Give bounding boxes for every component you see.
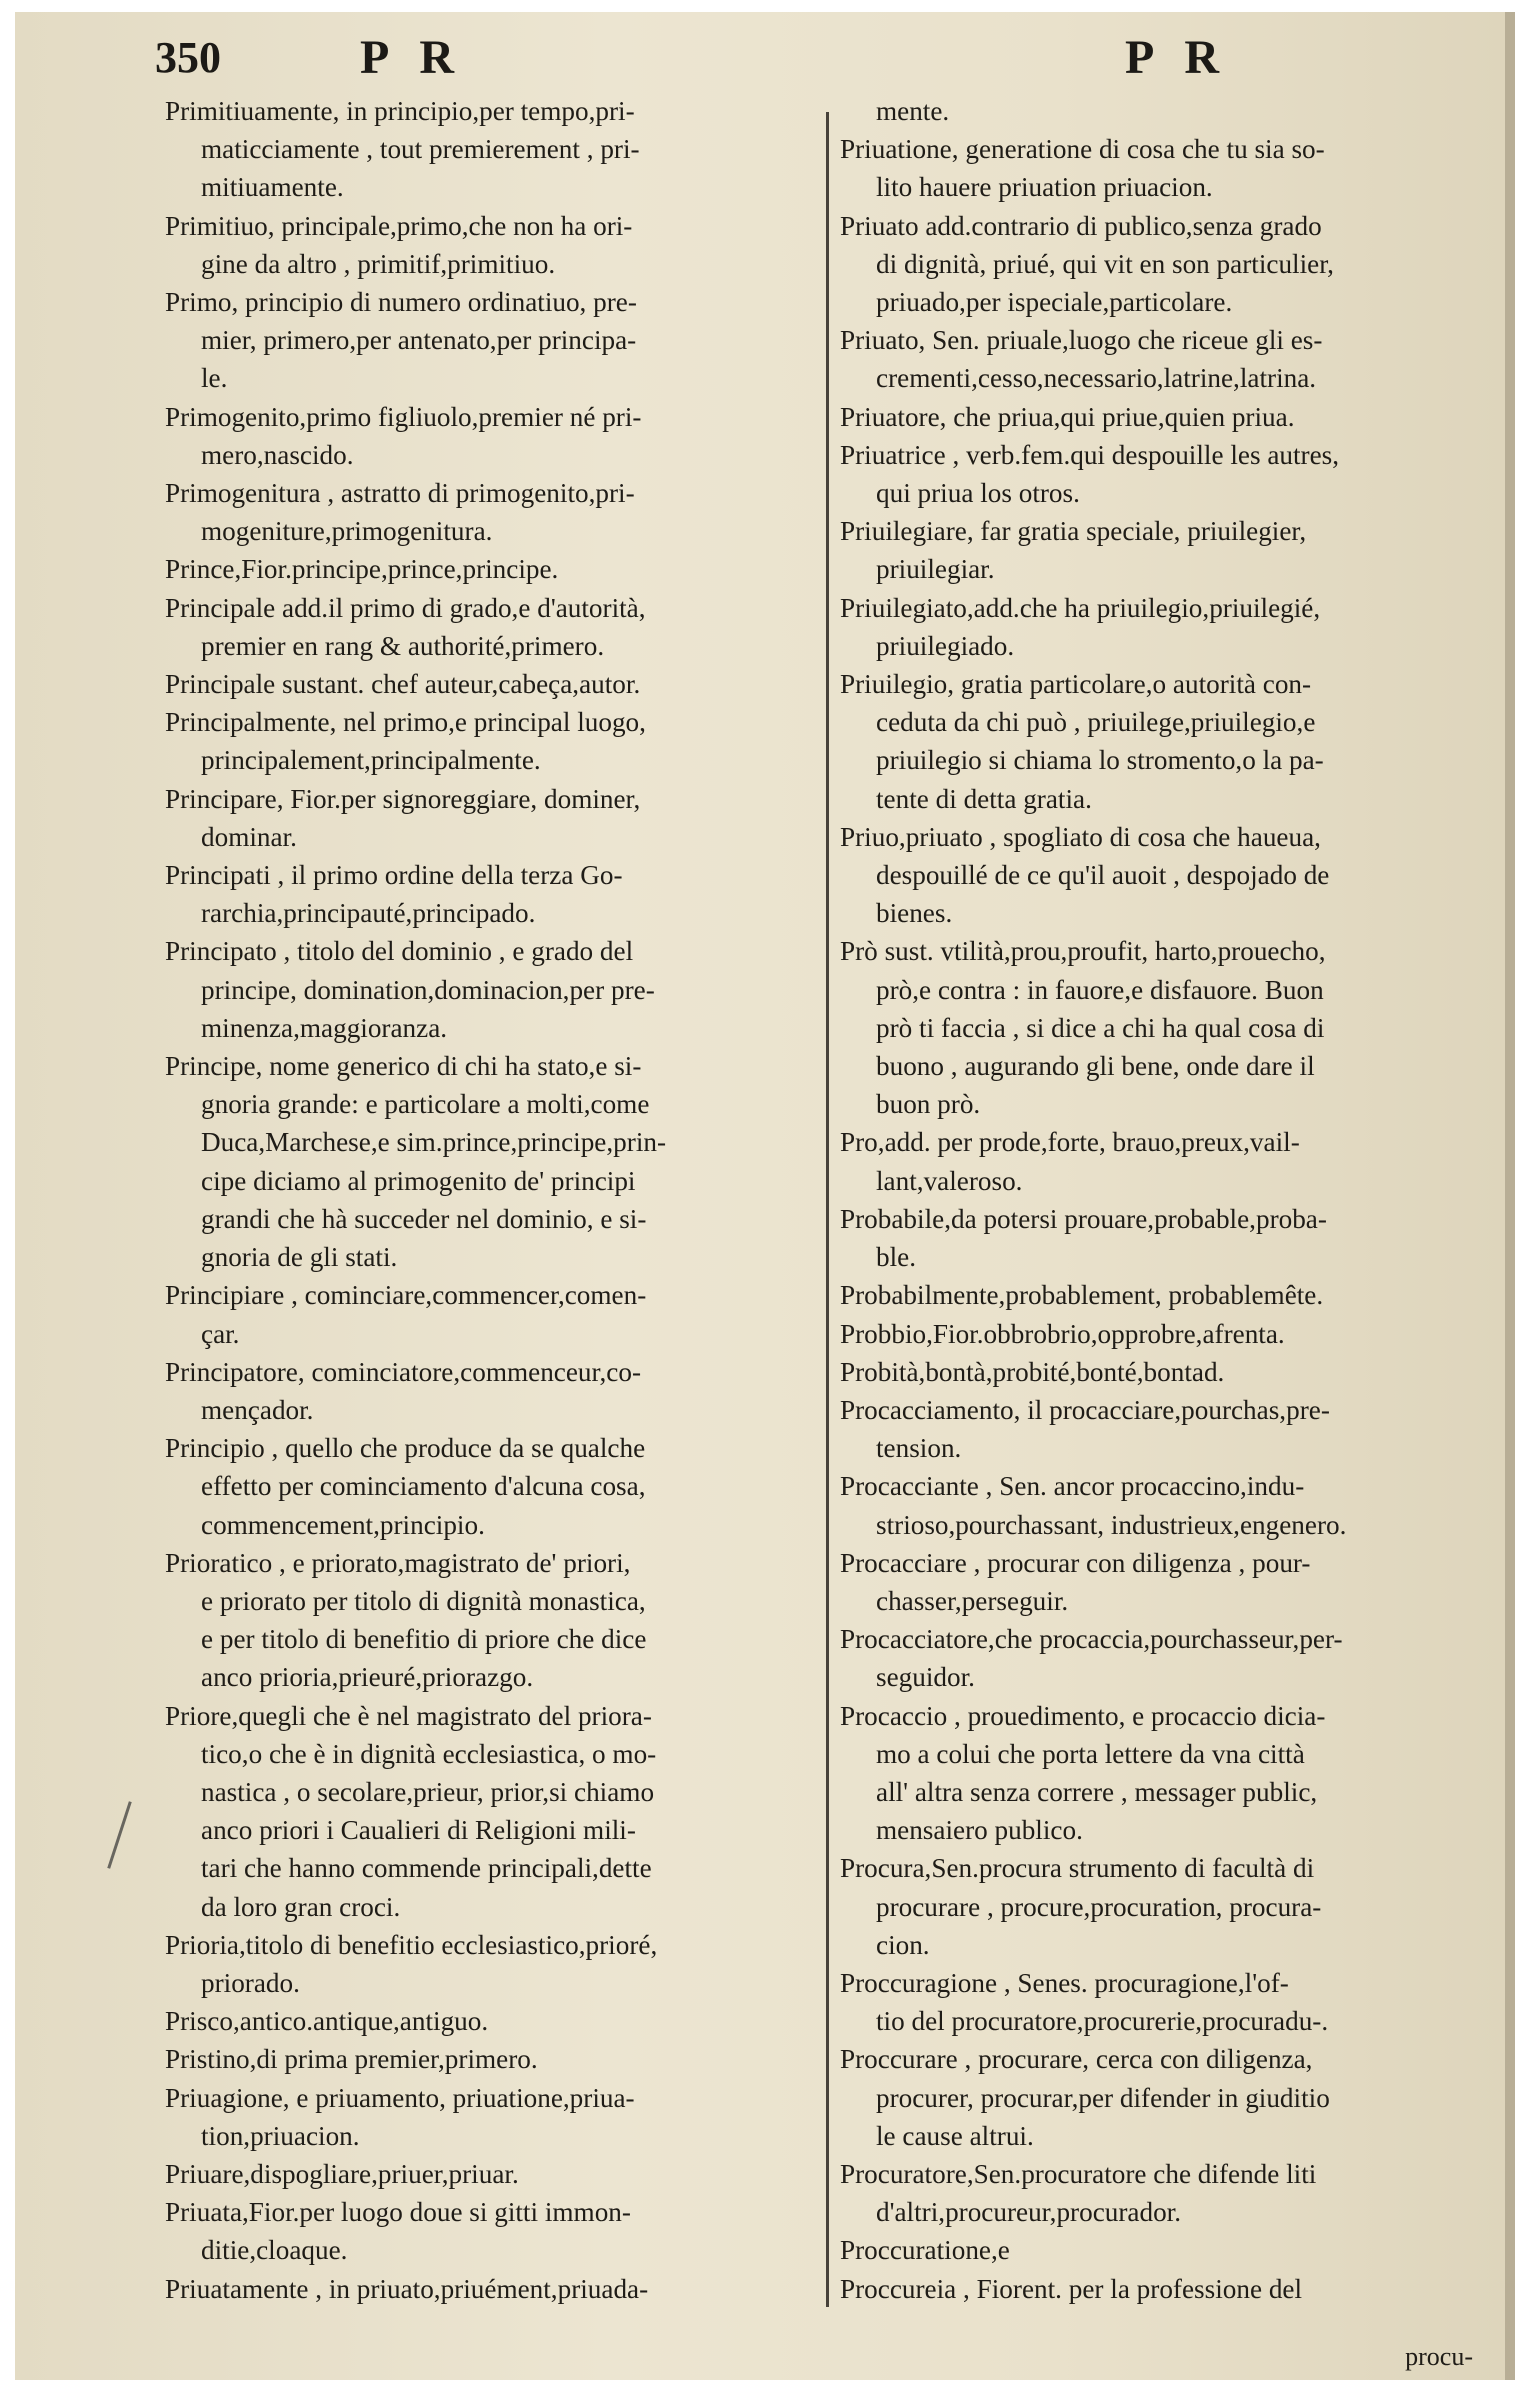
dictionary-entry: mente. [876,96,950,126]
dictionary-entry: Probbio,Fior.obbrobrio,opprobre,afrenta. [840,1318,1285,1349]
dictionary-entry: Priuo,priuato , spogliato di cosa che haueua, despouillé de ce qu'il auoit , despojado de bienes. [840,821,1330,929]
dictionary-entry: Principato , titolo del dominio , e grado del principe, domination,dominacion,per pre- minenza,maggioranza. [165,936,655,1043]
dictionary-entry: Procacciare , procurar con diligenza , pour- chasser,perseguir. [840,1547,1311,1616]
dictionary-entry: Principatore, cominciatore,commenceur,co- mençador. [165,1356,641,1425]
dictionary-entry: Primitiuo, principale,primo,che non ha ori- gine da altro , primitif,primitiuo. [165,210,633,279]
dictionary-entry: Primogenito,primo figliuolo,premier né pri- mero,nascido. [165,401,642,470]
dictionary-entry: Primo, principio di numero ordinatiuo, pre- mier, primero,per antenato,per principa- le. [165,287,637,394]
dictionary-entry: Principale add.il primo di grado,e d'autorità, premier en rang & authorité,primero. [165,592,646,661]
dictionary-entry: Procaccio , prouedimento, e procaccio dicia- mo a colui che porta lettere da vna città all' altra senza correre , messager public, mensaiero publico. [840,1700,1326,1846]
dictionary-entry: Principio , quello che produce da se qualche effetto per cominciamento d'alcuna cosa, commencement,principio. [165,1433,646,1540]
dictionary-entry: Procacciamento, il procacciare,pourchas,pre- tension. [840,1394,1330,1464]
dictionary-entry: Principiare , cominciare,commencer,comen- çar. [165,1280,647,1349]
page-number: 350 [155,33,221,82]
dictionary-entry: Priuilegiato,add.che ha priuilegio,priuilegié, priuilegiado. [840,592,1321,661]
dictionary-entry: Probabilmente,probablement, probablemête. [840,1280,1324,1311]
left-column [165,92,815,2308]
dictionary-entry: Procacciante , Sen. ancor procaccino,indu- strioso,pourchassant, industrieux,engenero. [840,1471,1347,1540]
dictionary-entry: Probità,bontà,probité,bonté,bontad. [840,1356,1225,1387]
dictionary-entry: Principare, Fior.per signoreggiare, dominer, dominar. [165,783,641,852]
dictionary-entry: Pro,add. per prode,forte, brauo,preux,vail- lant,valeroso. [840,1127,1300,1196]
dictionary-entry: Proccuratione,e [840,2235,1010,2266]
dictionary-entry: Priuatione, generatione di cosa che tu sia so- lito hauere priuation priuacion. [840,134,1325,203]
dictionary-entry: Principati , il primo ordine della terza Go- rarchia,principauté,principado. [165,860,623,929]
left-running-head: PR [360,31,484,84]
dictionary-entry: Priuatamente , in priuato,priuément,priuada- [165,2273,649,2304]
dictionary-entry: Priuilegiare, far gratia speciale, priuilegier, priuilegiar. [840,516,1307,585]
dictionary-entry: Priuata,Fior.per luogo doue si gitti immon- ditie,cloaque. [165,2197,631,2266]
dictionary-entry: Procura,Sen.procura strumento di facultà di procurare , procure,procuration, procura- cion. [840,1853,1322,1960]
dictionary-entry: Pristino,di prima premier,primero. [165,2044,538,2075]
dictionary-entry: Principale sustant. chef auteur,cabeça,autor. [165,669,641,700]
dictionary-entry: Prisco,antico.antique,antiguo. [165,2006,489,2037]
dictionary-entry: Principalmente, nel primo,e principal luogo, principalement,principalmente. [165,707,646,776]
dictionary-entry: Priuatrice , verb.fem.qui despouille les autres, qui priua los otros. [840,439,1340,509]
dictionary-entry: Primogenitura , astratto di primogenito,pri- mogeniture,primogenitura. [165,478,635,547]
dictionary-entry: Priuilegio, gratia particolare,o autorità con- ceduta da chi può , priuilege,priuilegio,e priuilegio si chiama lo stromento,o la pa- tente di detta gratia. [840,669,1324,814]
dictionary-entry: Priuatore, che priua,qui priue,quien priua. [840,401,1295,432]
right-running-head: PR [1125,31,1249,84]
page-header [15,32,1505,92]
dictionary-entry: Probabile,da potersi prouare,probable,proba- ble. [840,1203,1327,1273]
dictionary-entry: Prò sust. vtilità,prou,proufit, harto,prouecho, prò,e contra : in fauore,e disfauore. Buon prò ti faccia , si dice a chi ha qual cosa di buono , augurando gli bene, onde dare il buon prò. [840,936,1326,1120]
dictionary-entry: Priore,quegli che è nel magistrato del priora- tico,o che è in dignità ecclesiastica, o mo- nastica , o secolare,prieur, prior,si chiamo anco priori i Caualieri di Religioni mili- tari che hanno commende principali,dette da loro gran croci. [165,1700,657,1922]
dictionary-entry: Principe, nome generico di chi ha stato,e si- gnoria grande: e particolare a molti,come Duca,Marchese,e sim.prince,principe,prin- cipe diciamo al primogenito de' principi grandi che hà succeder nel dominio, e si- gnoria de gli stati. [165,1051,667,1273]
dictionary-entry: Procacciatore,che procaccia,pourchasseur,per- seguidor. [840,1624,1343,1693]
right-column [840,92,1485,2308]
dictionary-entry: Proccurare , procurare, cerca con diligenza, procurer, procurar,per difender in giuditio le cause altrui. [840,2044,1330,2151]
dictionary-entry: Priuagione, e priuamento, priuatione,priua- tion,priuacion. [165,2082,635,2151]
dictionary-entry: Proccuragione , Senes. procuragione,l'of- tio del procuratore,procurerie,procuradu-. [840,1967,1329,2037]
dictionary-entry: Procuratore,Sen.procuratore che difende liti d'altri,procureur,procurador. [840,2158,1317,2228]
dictionary-entry: Prioria,titolo di benefitio ecclesiastico,prioré, priorado. [165,1929,658,1998]
dictionary-entry: Prince,Fior.principe,prince,principe. [165,554,559,585]
dictionary-page [15,12,1515,2380]
dictionary-entry: Priuato, Sen. priuale,luogo che riceue gli es- crementi,cesso,necessario,latrine,latrina. [840,325,1323,394]
dictionary-entry: Proccureia , Fiorent. per la professione del [840,2273,1303,2304]
dictionary-entry: Prioratico , e priorato,magistrato de' priori, e priorato per titolo di dignità monastica, e per titolo di benefitio di priore che dice anco prioria,prieuré,priorazgo. [165,1547,647,1693]
dictionary-entry: Primitiuamente, in principio,per tempo,pri- maticciamente , tout premierement , pri- mitiuamente. [165,96,640,203]
catchword: procu- [1405,2342,1473,2371]
column-divider [826,112,829,2307]
dictionary-entry: Priuare,dispogliare,priuer,priuar. [165,2158,519,2189]
dictionary-entry: Priuato add.contrario di publico,senza grado di dignità, priué, qui vit en son particulier, priuado,per ispeciale,particolare. [840,210,1334,318]
